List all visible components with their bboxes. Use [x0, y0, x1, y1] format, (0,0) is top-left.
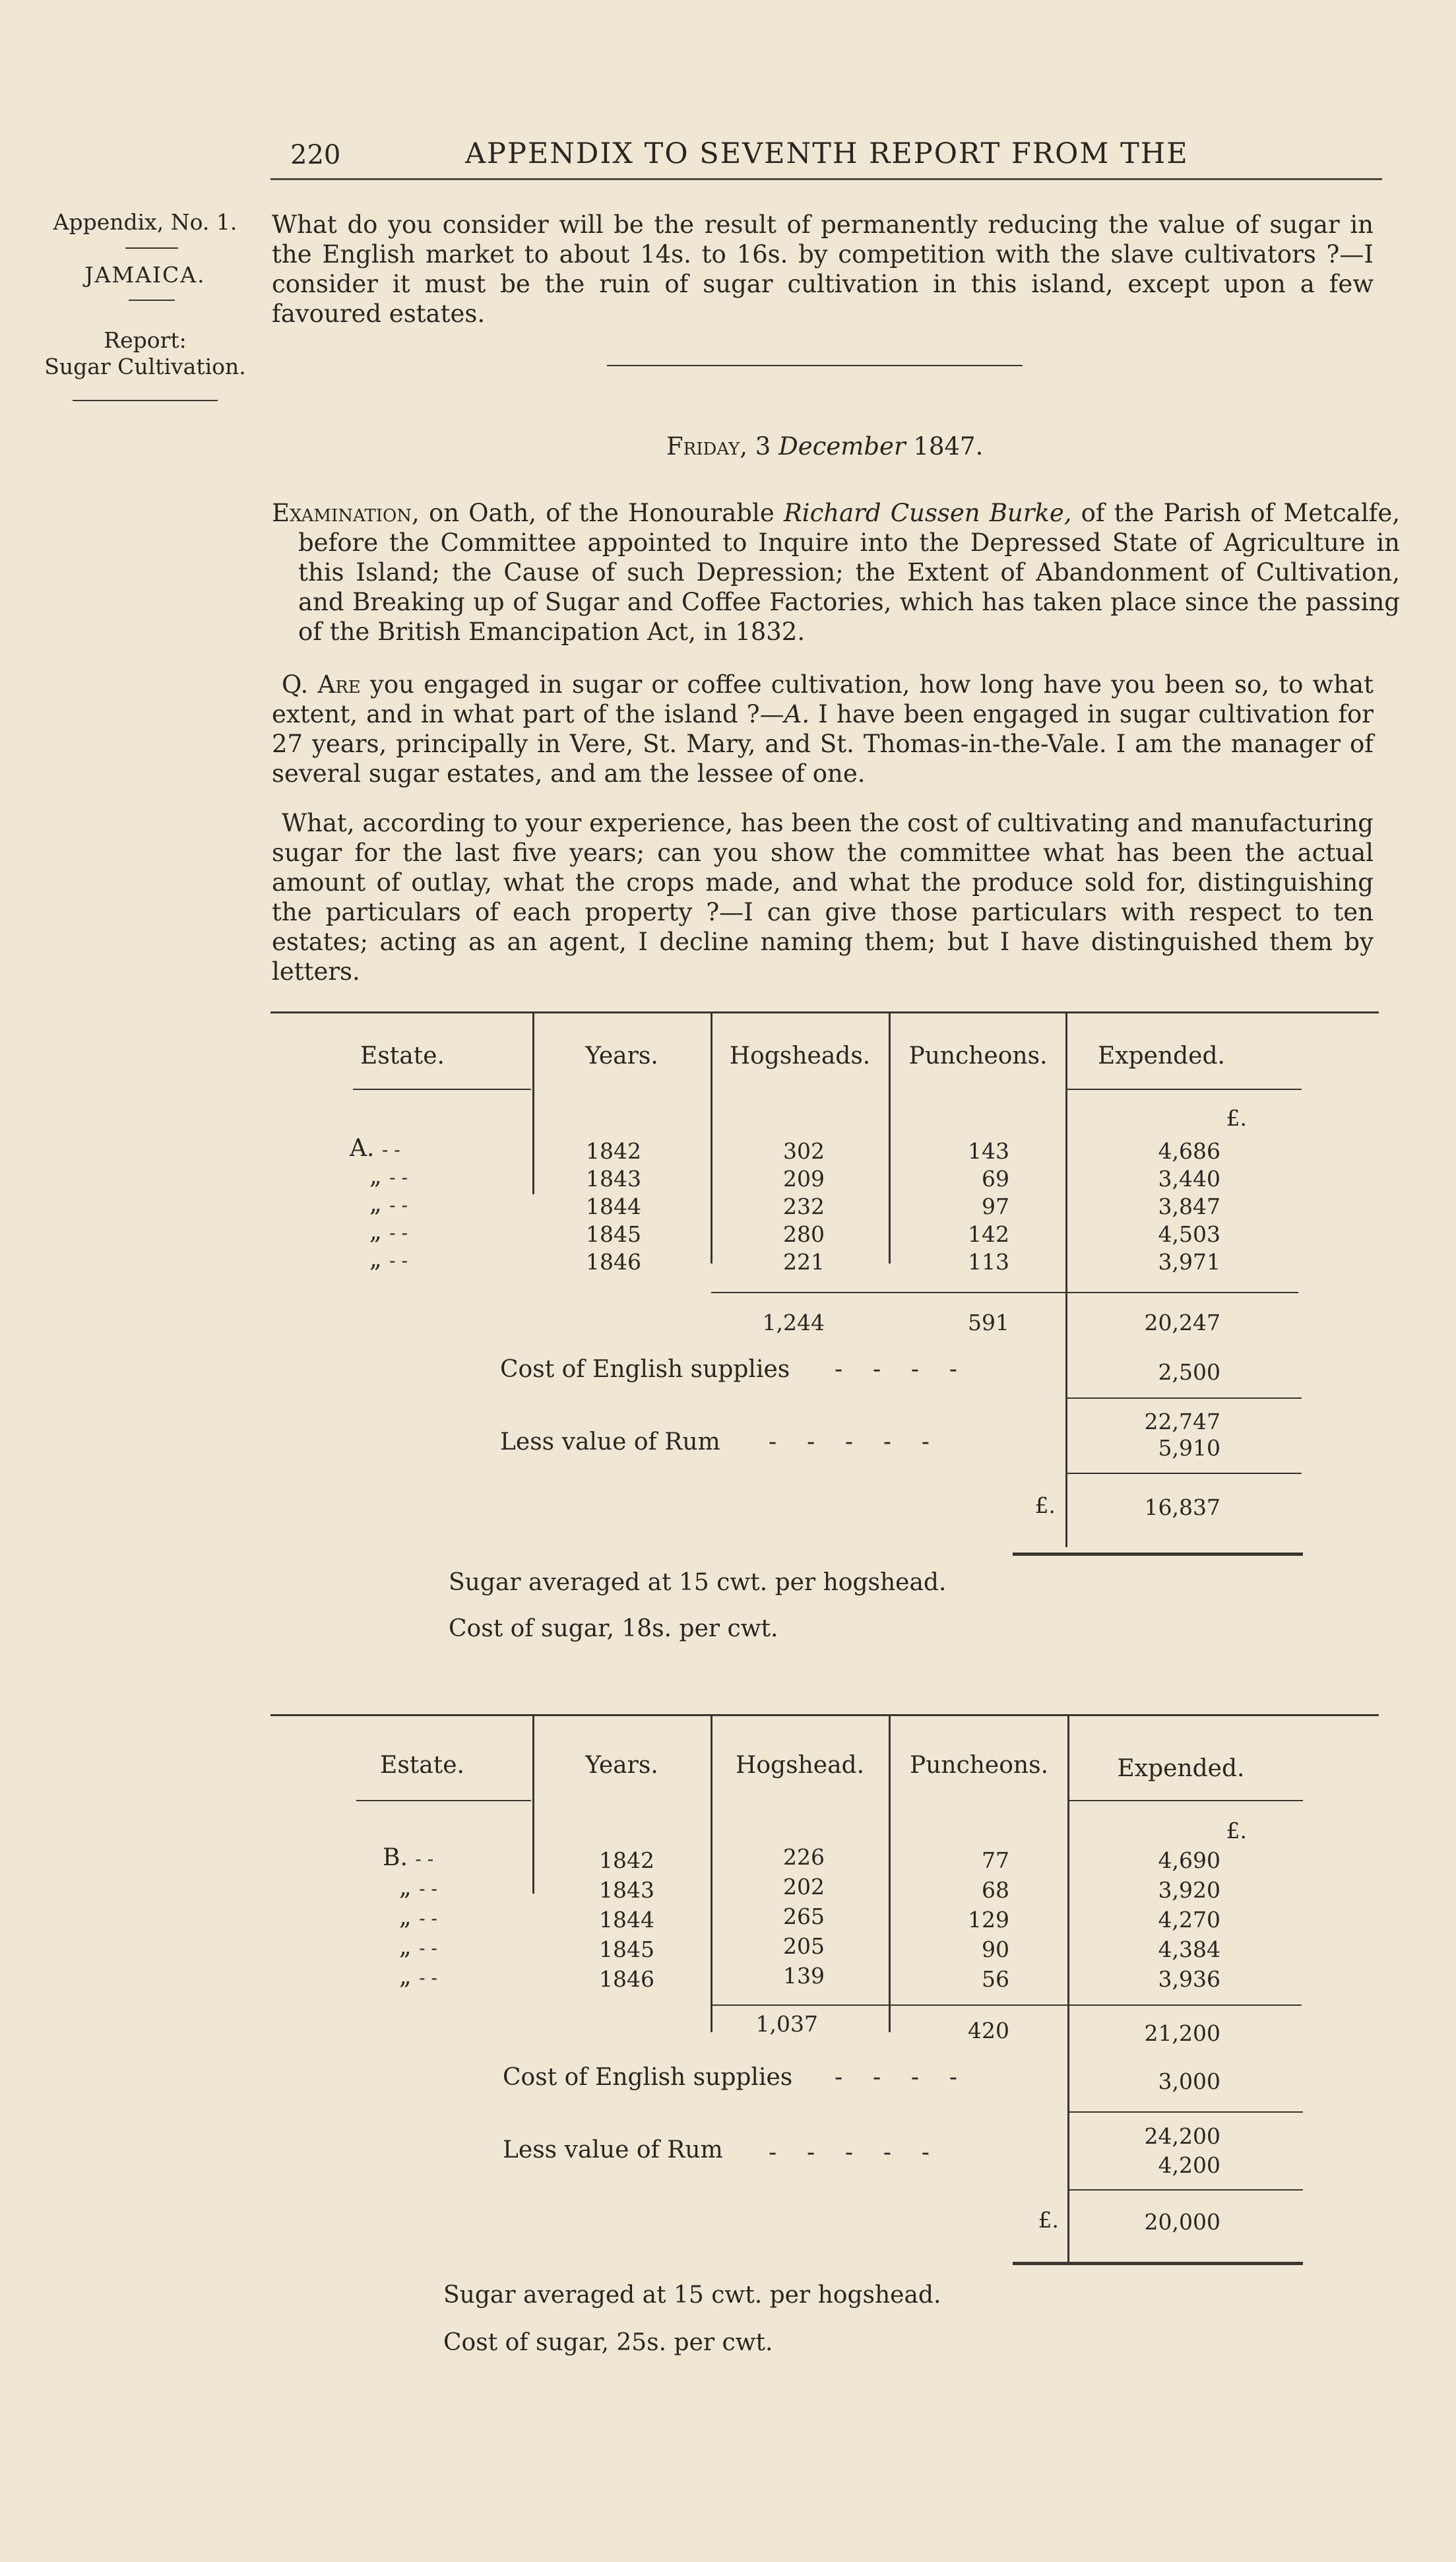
- margin-subject: Sugar Cultivation.: [44, 354, 246, 379]
- header-years: Years.: [585, 1752, 658, 1779]
- net-value: 20,000: [1144, 2209, 1220, 2235]
- hogsheads-cell: 205: [783, 1933, 825, 1959]
- examination-paragraph: Examination, on Oath, of the Honourable Richard Cussen Burke, of the Parish of Metcalfe, before the Committee appointed to Inquire into the Depressed State of Agriculture in this Island; the Cause of such Depression; the Extent of Abandonment of Cultivation, and Breaking up of Sugar and Coffee Factories, which has taken place since the passing of the British Emancipation Act, in 1832.: [272, 499, 1401, 646]
- net-rule: [1067, 1473, 1302, 1474]
- hogsheads-cell: 226: [783, 1844, 825, 1870]
- puncheons-cell: 69: [982, 1166, 1009, 1192]
- expended-cell: 4,690: [1158, 1847, 1220, 1873]
- leader-dashes: - - - -: [835, 2064, 957, 2091]
- note-cost: Cost of sugar, 25s. per cwt.: [443, 2329, 773, 2356]
- note-average: Sugar averaged at 15 cwt. per hogshead.: [449, 1569, 947, 1596]
- header-puncheons: Puncheons.: [908, 1042, 1048, 1070]
- subtotal-value: 24,200: [1144, 2123, 1220, 2149]
- header-puncheons: Puncheons.: [909, 1752, 1049, 1779]
- total-puncheons: 591: [968, 1310, 1009, 1335]
- header-estate: Estate.: [380, 1752, 464, 1779]
- header-expended: Expended.: [1098, 1042, 1225, 1070]
- hogsheads-cell: 202: [783, 1874, 825, 1900]
- note-average: Sugar averaged at 15 cwt. per hogshead.: [443, 2282, 941, 2309]
- currency-symbol: £.: [1226, 1818, 1247, 1843]
- subtotal-value: 22,747: [1144, 1409, 1220, 1434]
- puncheons-cell: 97: [982, 1194, 1009, 1219]
- running-head: APPENDIX TO SEVENTH REPORT FROM THE: [465, 137, 1189, 170]
- question-paragraph: Q. Are you engaged in sugar or coffee cultivation, how long have you been so, to what extent, and in what part of the island ?—A. I have been engaged in sugar cultivation for 27 years, principally in Vere, St. Mary, and St. Thomas-in-the-Vale. I am the manager of several sugar estates, and am the lessee of one.: [272, 670, 1374, 788]
- puncheons-cell: 143: [968, 1138, 1009, 1164]
- hogsheads-cell: 280: [783, 1221, 825, 1247]
- year-cell: 1845: [599, 1937, 654, 1962]
- puncheons-cell: 68: [982, 1877, 1009, 1903]
- table-row: B. - -: [383, 1844, 434, 1871]
- header-expended: Expended.: [1117, 1755, 1245, 1782]
- header-hogshead: Hogshead.: [735, 1752, 865, 1779]
- page-number: 220: [290, 140, 341, 170]
- puncheons-cell: 56: [982, 1966, 1009, 1992]
- margin-rule: [73, 400, 218, 401]
- puncheons-cell: 90: [982, 1937, 1009, 1962]
- net-rule: [1069, 2189, 1303, 2191]
- hogsheads-cell: 302: [783, 1138, 825, 1164]
- hogsheads-cell: 265: [783, 1904, 825, 1929]
- hogsheads-cell: 139: [783, 1963, 825, 1989]
- table-row: „ - -: [369, 1190, 408, 1217]
- expended-cell: 4,686: [1158, 1138, 1220, 1164]
- table-row: A. - -: [350, 1135, 400, 1162]
- table-row: „ - -: [399, 1963, 437, 1990]
- header-hogsheads: Hogsheads.: [729, 1042, 871, 1070]
- column-rule: [532, 1013, 534, 1194]
- expended-cell: 4,503: [1158, 1221, 1220, 1247]
- rum-value: 5,910: [1158, 1435, 1220, 1461]
- table-top-rule: [270, 1011, 1379, 1013]
- margin-rule: [129, 300, 175, 301]
- year-cell: 1842: [599, 1847, 654, 1873]
- double-rule: [1013, 2262, 1303, 2265]
- puncheons-cell: 142: [968, 1221, 1009, 1247]
- expended-cell: 3,440: [1158, 1166, 1220, 1192]
- date-heading: Friday, 3 December 1847.: [666, 432, 984, 461]
- year-cell: 1842: [586, 1138, 641, 1164]
- header-years: Years.: [585, 1042, 658, 1070]
- year-cell: 1844: [599, 1907, 654, 1933]
- total-hogsheads: 1,037: [755, 2011, 818, 2037]
- note-cost: Cost of sugar, 18s. per cwt.: [449, 1615, 778, 1642]
- net-currency: £.: [1038, 2207, 1059, 2233]
- year-cell: 1843: [599, 1877, 654, 1903]
- intro-paragraph: What do you consider will be the result of permanently reducing the value of sugar in the English market to about 14s. to 16s. by competition with the slave cultivators ?—I consider it must be the ruin of sugar cultivation in this island, except upon a few favoured estates.: [272, 210, 1374, 328]
- section-rule: [607, 365, 1023, 366]
- totals-rule: [711, 2004, 1302, 2006]
- puncheons-cell: 129: [968, 1907, 1009, 1933]
- puncheons-cell: 77: [982, 1847, 1009, 1873]
- header-underline: [1067, 1089, 1302, 1090]
- margin-appendix: Appendix, No. 1.: [53, 209, 237, 235]
- total-expended: 20,247: [1144, 1310, 1220, 1335]
- table-top-rule: [270, 1714, 1379, 1716]
- total-hogsheads: 1,244: [762, 1310, 825, 1335]
- header-underline: [356, 1800, 531, 1801]
- hogsheads-cell: 221: [783, 1249, 825, 1275]
- net-value: 16,837: [1144, 1494, 1220, 1520]
- hogsheads-cell: 209: [783, 1166, 825, 1192]
- year-cell: 1845: [586, 1221, 641, 1247]
- column-rule: [1065, 1013, 1067, 1547]
- totals-rule: [711, 1292, 1298, 1293]
- year-cell: 1846: [599, 1966, 654, 1992]
- expended-cell: 3,920: [1158, 1877, 1220, 1903]
- margin-colony: JAMAICA.: [84, 262, 206, 288]
- supplies-label: Cost of English supplies: [503, 2064, 793, 2091]
- double-rule: [1013, 1553, 1303, 1556]
- rum-value: 4,200: [1158, 2152, 1220, 2178]
- hogsheads-cell: 232: [783, 1194, 825, 1219]
- header-estate: Estate.: [360, 1042, 445, 1070]
- column-rule: [1067, 1715, 1069, 2263]
- total-puncheons: 420: [968, 2018, 1009, 2043]
- margin-report: Report:: [104, 327, 187, 353]
- leader-dashes: - - - -: [835, 1356, 957, 1383]
- leader-dashes: - - - - -: [769, 2139, 930, 2166]
- table-row: „ - -: [399, 1874, 437, 1901]
- puncheons-cell: 113: [968, 1249, 1009, 1275]
- expended-cell: 4,384: [1158, 1937, 1220, 1962]
- total-expended: 21,200: [1144, 2020, 1220, 2046]
- supplies-value: 3,000: [1158, 2068, 1220, 2094]
- year-cell: 1843: [586, 1166, 641, 1192]
- expended-cell: 3,971: [1158, 1249, 1220, 1275]
- net-currency: £.: [1034, 1492, 1056, 1518]
- table-row: „ - -: [369, 1163, 408, 1190]
- header-underline: [1069, 1800, 1303, 1801]
- year-cell: 1844: [586, 1194, 641, 1219]
- currency-symbol: £.: [1226, 1105, 1247, 1131]
- expended-cell: 3,936: [1158, 1966, 1220, 1992]
- subtotal-rule: [1069, 2111, 1303, 2113]
- table-row: „ - -: [399, 1904, 437, 1931]
- subtotal-rule: [1067, 1397, 1302, 1399]
- expended-cell: 3,847: [1158, 1194, 1220, 1219]
- table-row: „ - -: [399, 1933, 437, 1960]
- year-cell: 1846: [586, 1249, 641, 1275]
- header-rule: [270, 178, 1382, 180]
- rum-label: Less value of Rum: [503, 2136, 723, 2163]
- supplies-value: 2,500: [1158, 1359, 1220, 1385]
- expended-cell: 4,270: [1158, 1907, 1220, 1933]
- table-row: „ - -: [369, 1246, 408, 1273]
- leader-dashes: - - - - -: [769, 1428, 930, 1456]
- question-2-paragraph: What, according to your experience, has been the cost of cultivating and manufacturing sugar for the last five years; can you show the committee what has been the actual amount of outlay, what the crops made, and what the produce sold for, distinguishing the particulars of each property ?—I can give those particulars with respect to ten estates; acting as an agent, I decline naming them; but I have distinguished them by letters.: [272, 809, 1374, 986]
- margin-rule: [125, 247, 178, 249]
- header-underline: [353, 1089, 531, 1090]
- rum-label: Less value of Rum: [500, 1428, 720, 1456]
- table-row: „ - -: [369, 1218, 408, 1245]
- column-rule: [532, 1715, 534, 1894]
- supplies-label: Cost of English supplies: [500, 1356, 790, 1383]
